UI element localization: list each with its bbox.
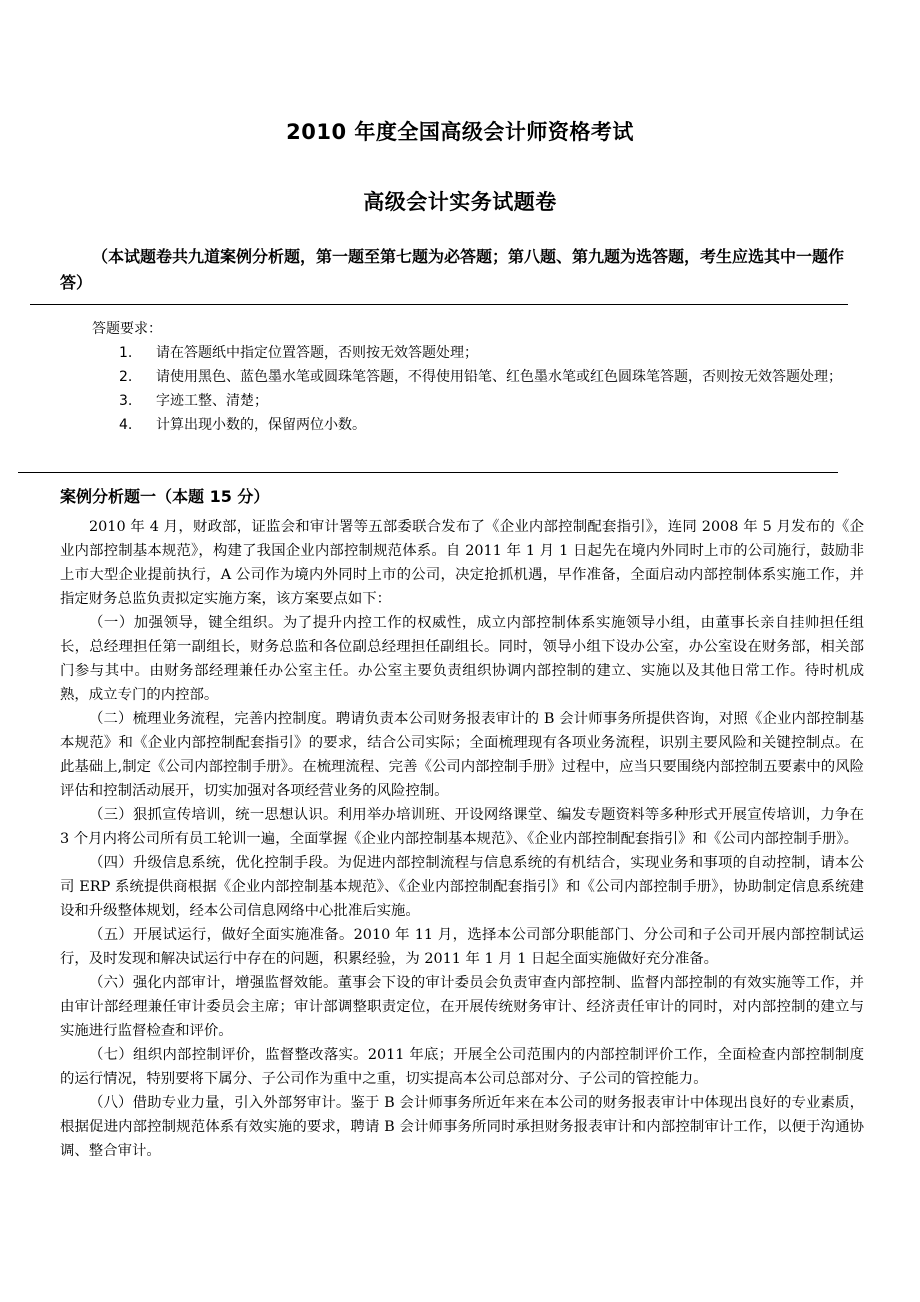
requirement-text: 计算出现小数的，保留两位小数。 xyxy=(156,417,366,433)
case-paragraph: （二）梳理业务流程，完善内控制度。聘请负责本公司财务报表审计的 B 会计师事务所提供咨询，对照《企业内部控制基本规范》和《企业内部控制配套指引》的要求，结合公司实际；全面梳理现有各项业务流程，识别主要风险和关键控制点。在此基础上,制定《公司内部控制手册》。在梳理流程、完善《公司内部控制手册》过程中，应当只要围绕内部控制五要素中的风险评估和控制活动展开，切实加强对各项经营业务的风险控制。 xyxy=(60,711,864,799)
case-paragraph: （一）加强领导，键全组织。为了提升内控工作的权威性，成立内部控制体系实施领导小组，由董事长亲自挂帅担任组长，总经理担任第一副组长，财务总监和各位副总经理担任副组长。同时，领导小组下设办公室，办公室设在财务部，相关部门参与其中。由财务部经理兼任办公室主任。办公室主要负责组织协调内部控制的建立、实施以及其他日常工作。待时机成熟，成立专门的内控部。 xyxy=(60,615,864,703)
requirement-text: 请使用黑色、蓝色墨水笔或圆珠笔答题，不得使用铅笔、红色墨水笔或红色圆珠笔答题，否则按无效答题处理； xyxy=(156,369,842,385)
requirement-number: 3. xyxy=(119,393,133,409)
case-paragraph: （三）狠抓宣传培训，统一思想认识。利用举办培训班、开设网络课堂、编发专题资料等多种形式开展宣传培训，力争在 3 个月内将公司所有员工轮训一遍，全面掌握《企业内部控制基本规范》、《企业内部控制配套指引》和《公司内部控制手册》。 xyxy=(60,807,864,847)
case-paragraph: （五）开展试运行，做好全面实施准备。2010 年 11 月，选择本公司部分职能部门、分公司和子公司开展内部控制试运行，及时发现和解决试运行中存在的问题，积累经验，为 2011 年 1 月 1 日起全面实施做好充分准备。 xyxy=(60,927,864,967)
requirement-number: 2. xyxy=(119,369,133,385)
case-body xyxy=(60,515,864,1163)
case-paragraph: （八）借助专业力量，引入外部努审计。鉴于 B 会计师事务所近年来在本公司的财务报表审计中体现出良好的专业素质，根据促进内部控制规范体系有效实施的要求，聘请 B 会计师事务所同时承担财务报表审计和内部控制审计工作，以便于沟通协调、整合审计。 xyxy=(60,1095,864,1159)
case-title: 案例分析题一（本题 15 分） xyxy=(60,487,270,506)
requirement-number: 4. xyxy=(119,417,133,433)
paper-title: 高级会计实务试题卷 xyxy=(363,190,557,214)
case-paragraph: （四）升级信息系统，优化控制手段。为促进内部控制流程与信息系统的有机结合，实现业务和事项的自动控制，请本公司 ERP 系统提供商根据《企业内部控制基本规范》、《企业内部控制配套指引》和《公司内部控制手册》，协助制定信息系统建设和升级整体规划，经本公司信息网络中心批准后实施。 xyxy=(60,855,864,919)
requirement-text: 请在答题纸中指定位置答题，否则按无效答题处理； xyxy=(156,345,478,361)
case-paragraph: （六）强化内部审计，增强监督效能。董事会下设的审计委员会负责审查内部控制、监督内部控制的有效实施等工作，并由审计部经理兼任审计委员会主席；审计部调整职责定位，在开展传统财务审计、经济责任审计的同时，对内部控制的建立与实施进行监督检查和评价。 xyxy=(60,975,864,1039)
case-paragraph: （七）组织内部控制评价，监督整改落实。2011 年底；开展全公司范围内的内部控制评价工作，全面检查内部控制制度的运行情况，特别要将下属分、子公司作为重中之重，切实提高本公司总部对分、子公司的管控能力。 xyxy=(60,1047,864,1087)
exam-title: 2010 年度全国高级会计师资格考试 xyxy=(286,120,634,144)
requirements-label: 答题要求： xyxy=(92,321,162,337)
requirement-number: 1. xyxy=(119,345,133,361)
requirement-text: 字迹工整、清楚； xyxy=(156,393,268,409)
divider-top xyxy=(30,304,848,305)
requirement-item xyxy=(92,413,862,437)
paper-note: （本试题卷共九道案例分析题，第一题至第七题为必答题；第八题、第九题为选答题，考生应选其中一题作答） xyxy=(60,247,845,292)
requirement-item xyxy=(92,389,862,413)
requirements-list xyxy=(92,341,862,437)
requirement-item xyxy=(92,365,862,389)
divider-bottom xyxy=(18,472,838,473)
requirement-item xyxy=(92,341,862,365)
case-paragraph: 2010 年 4 月，财政部，证监会和审计署等五部委联合发布了《企业内部控制配套指引》，连同 2008 年 5 月发布的《企业内部控制基本规范》，构建了我国企业内部控制规范体系。自 2011 年 1 月 1 日起先在境内外同时上市的公司施行，鼓励非上市大型企业提前执行，A 公司作为境内外同时上市的公司，决定抢抓机遇，早作准备，全面启动内部控制体系实施工作，并指定财务总监负责拟定实施方案，该方案要点如下： xyxy=(60,519,864,607)
